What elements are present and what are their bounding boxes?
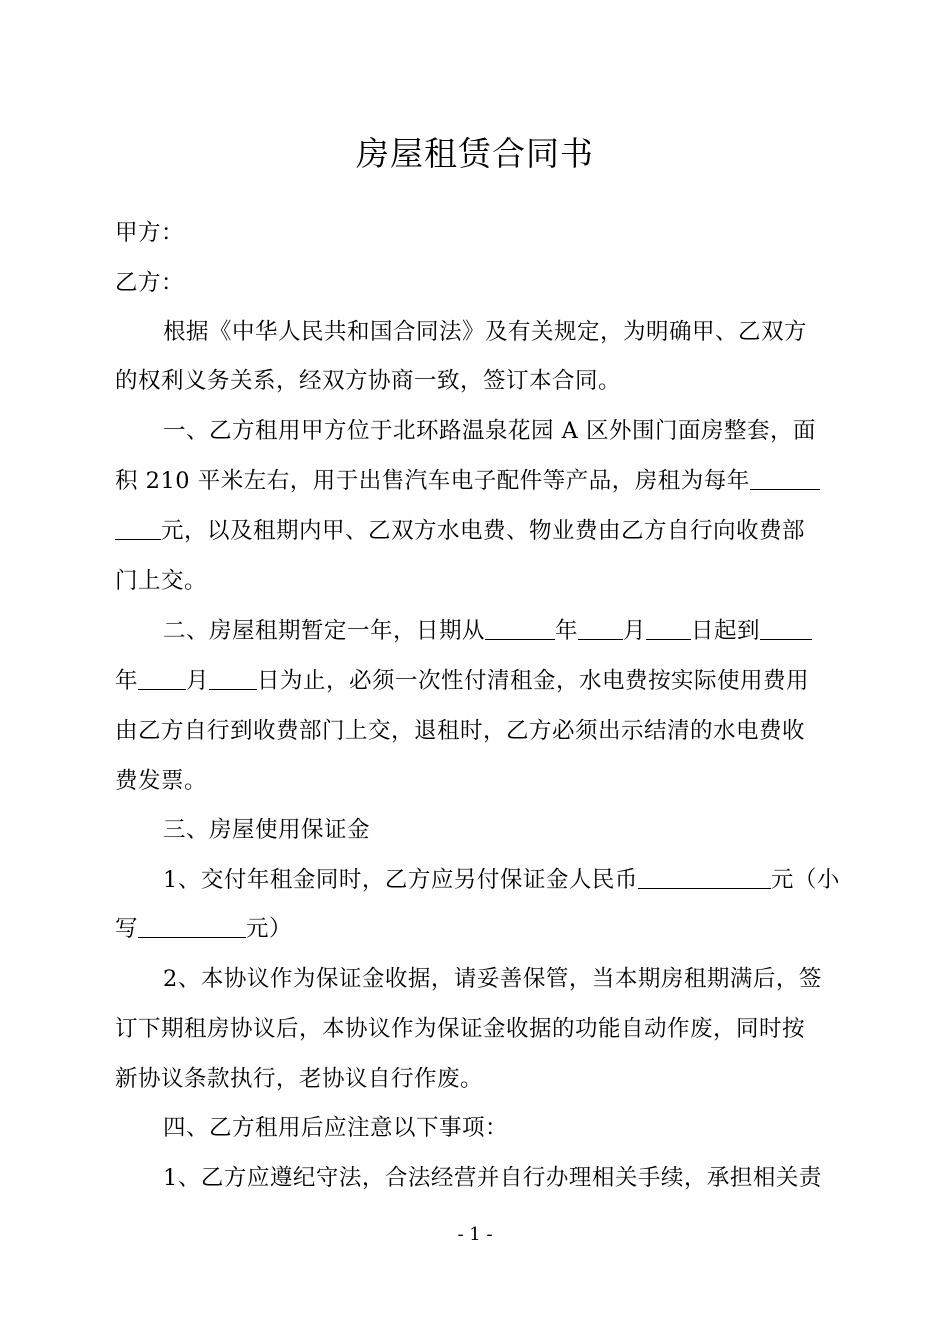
clause1-line-3 [115,516,840,546]
party-b-label: 乙方： [115,270,185,296]
deposit-lowercase-blank [138,915,246,938]
month-label: 月 [623,618,647,644]
clause2-line-3: 由乙方自行到收费部门上交，退租时，乙方必须出示结清的水电费收 [115,718,806,744]
year-label: 年 [555,618,579,644]
end-year-blank [760,617,812,640]
year-label-2: 年 [115,668,139,694]
clause2-line-1 [163,616,888,646]
clause2-line-4: 费发票。 [115,768,208,794]
party-a-label: 甲方： [115,220,185,246]
end-day-blank [209,667,257,690]
clause1-line-2 [115,466,840,496]
clause3-item1-text: 1、交付年租金同时，乙方应另付保证金人民币 [163,867,638,893]
start-day-blank [646,617,691,640]
document-title: 房屋租赁合同书 [356,134,594,173]
clause1-line-1: 一、乙方租用甲方位于北环路温泉花园 A 区外围门面房整套，面 [163,418,817,444]
clause3-item1-close: 元） [246,916,293,942]
clause2-line-1-text: 二、房屋租期暂定一年，日期从 [163,618,486,644]
clause1-line-4: 门上交。 [115,568,208,594]
clause3-item1-unit: 元（小 [770,867,840,893]
clause3-item1-line-2 [115,914,840,944]
clause4-item1-line-1: 1、乙方应遵纪守法，合法经营并自行办理相关手续，承担相关责 [163,1165,822,1191]
end-month-blank [138,667,186,690]
clause3-item2-line-1: 2、本协议作为保证金收据，请妥善保管，当本期房租期满后，签 [163,966,822,992]
clause2-line-2-text: 日为止，必须一次性付清租金，水电费按实际使用费用 [257,668,810,694]
clause1-line-2-text: 积 210 平米左右，用于出售汽车电子配件等产品，房租为每年 [115,468,750,494]
page-number: - 1 - [457,1224,493,1245]
month-label-2: 月 [186,668,210,694]
rent-amount-blank-cont [115,517,161,540]
deposit-amount-blank [638,866,771,889]
start-year-blank [485,617,555,640]
intro-line-1: 根据《中华人民共和国合同法》及有关规定，为明确甲、乙双方 [163,319,808,345]
clause3-item2-line-2: 订下期租房协议后，本协议作为保证金收据的功能自动作废，同时按 [115,1016,806,1042]
clause4-heading: 四、乙方租用后应注意以下事项： [163,1115,509,1141]
clause1-line-3-text: 元，以及租期内甲、乙双方水电费、物业费由乙方自行向收费部 [161,518,806,544]
clause3-item1-line-1 [163,865,888,895]
day-from-label: 日起到 [691,618,761,644]
clause3-item1-lowercase: 写 [115,916,139,942]
clause3-heading: 三、房屋使用保证金 [163,817,371,843]
clause2-line-2 [115,666,840,696]
clause3-item2-line-3: 新协议条款执行，老协议自行作废。 [115,1066,484,1092]
rent-amount-blank [750,467,820,490]
intro-line-2: 的权利义务关系，经双方协商一致，签订本合同。 [115,368,622,394]
start-month-blank [578,617,623,640]
